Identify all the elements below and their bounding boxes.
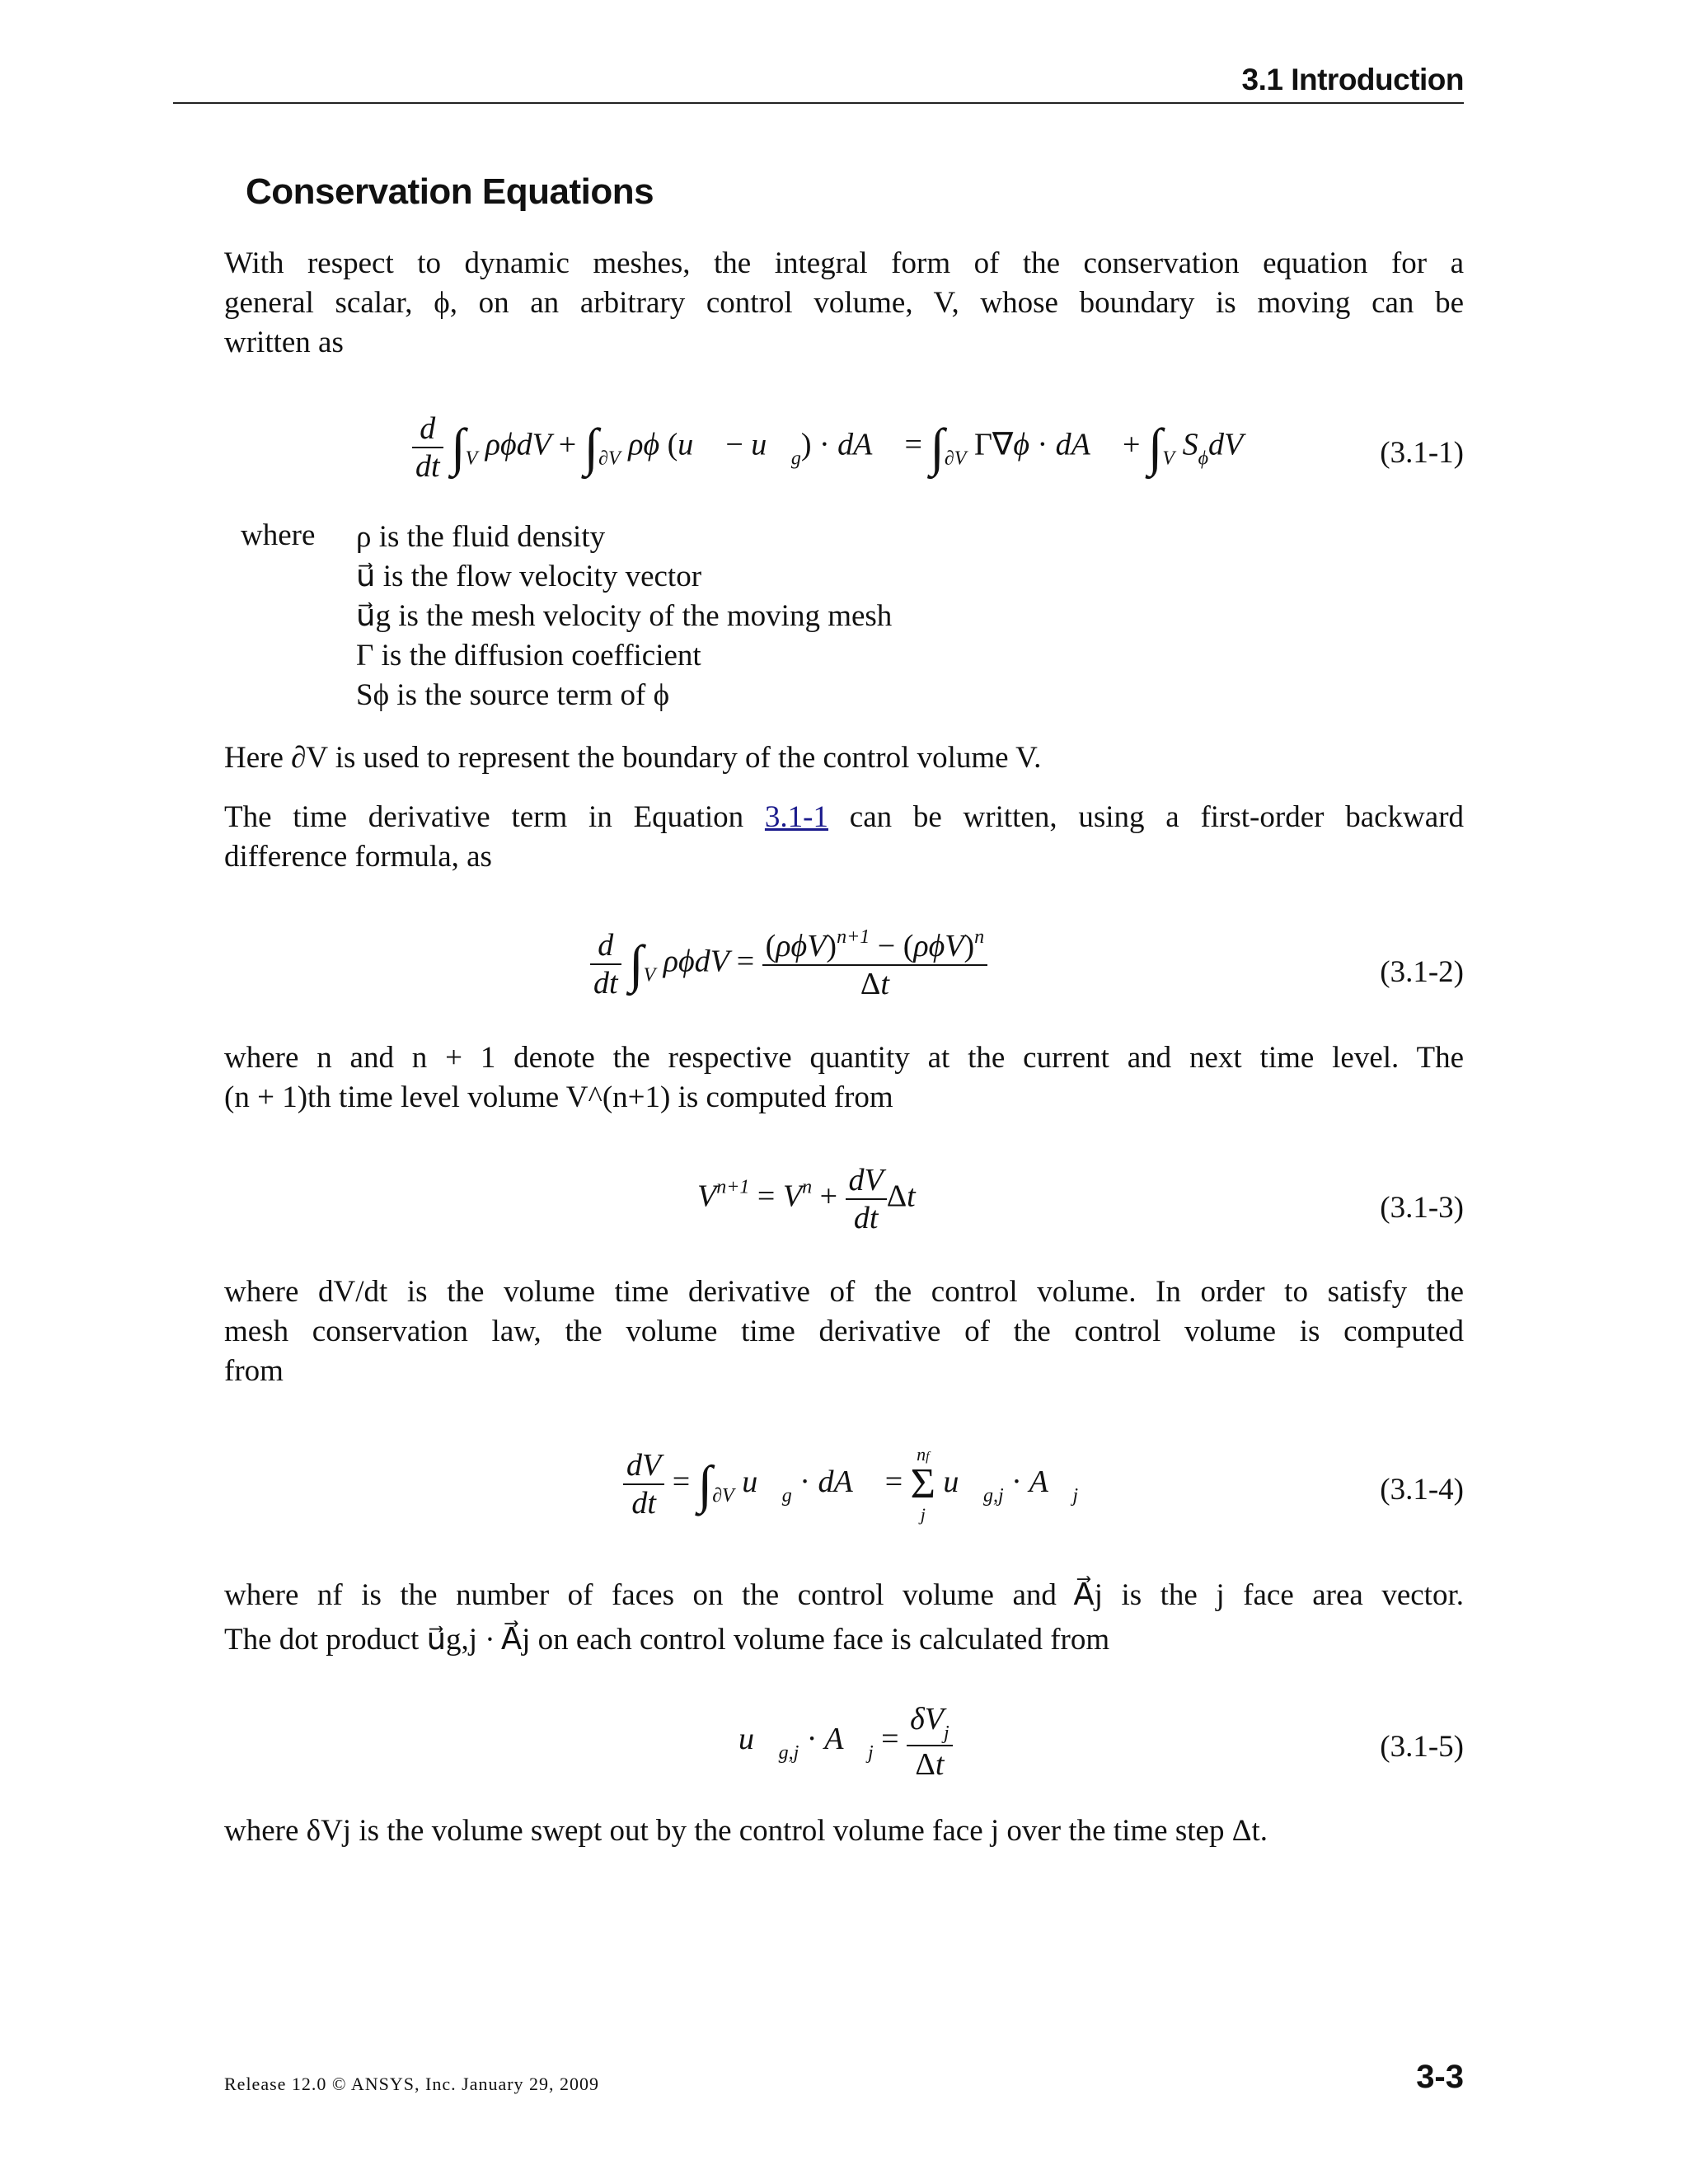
equation-3-1-4: [224, 1439, 1464, 1546]
equation-3-1-1-link[interactable]: 3.1-1: [764, 800, 828, 834]
where-label: where: [241, 518, 316, 552]
intro-line-2: general scalar, ϕ, on an arbitrary control volume, V, whose boundary is moving can be: [224, 286, 1464, 320]
footer-release-info: Release 12.0 © ANSYS, Inc. January 29, 2009: [224, 2074, 600, 2094]
after-eq3-line-3: from: [224, 1354, 284, 1388]
equation-number-3-1-2: (3.1-2): [1380, 955, 1464, 989]
definition-ug: u⃗g is the mesh velocity of the moving mesh: [356, 599, 893, 633]
after-eq4-line-2: The dot product u⃗g,j · A⃗j on each control volume face is calculated from: [224, 1623, 1110, 1657]
equation-3-1-4-body: $\frac{dV}{dt}$ = $\int_{\partial V}$ $u⃗_g$ · dA⃗ = nf Σ j $u⃗_{g,j}$ · $A⃗_j$: [623, 1444, 1078, 1526]
equation-number-3-1-3: (3.1-3): [1380, 1191, 1464, 1225]
section-heading: Conservation Equations: [246, 171, 654, 212]
intro-line-3: written as: [224, 326, 344, 359]
boundary-paragraph: [224, 738, 1464, 778]
equation-3-1-1: [224, 410, 1464, 493]
time-derivative-line-2: difference formula, as: [224, 840, 492, 874]
equation-3-1-2-body: $\frac{d}{dt}$ $\int_V$ ρϕdV = $\frac{(\rho\phi V)^{n+1} - (\rho\phi V)^n}{\Delta t}$: [590, 926, 987, 1002]
definition-rho: ρ is the fluid density: [356, 520, 606, 554]
equation-3-1-1-body: $\frac{d}{dt}$ $\int_V$ $\rho\phi dV + \int_{\partial V}$ ρϕ (u⃗ − $u⃗_g$) · dA⃗ = $\int_{\partial V}$ Γ∇ϕ · dA⃗ + $\int_V$ $S_\phi dV$: [412, 410, 1243, 485]
after-eq2-paragraph: [224, 1038, 1464, 1118]
after-eq3-paragraph: [224, 1272, 1464, 1391]
definition-s-phi: Sϕ is the source term of ϕ: [356, 678, 670, 712]
after-eq4-line-1: where nf is the number of faces on the control volume and A⃗j is the j face area vector.: [224, 1578, 1464, 1612]
equation-3-1-5-body: $u⃗_{g,j}$ · $A⃗_j$ = $\frac{\delta V_j}{\Delta t}$: [738, 1701, 953, 1783]
intro-line-1: With respect to dynamic meshes, the integral form of the conservation equation for a: [224, 246, 1464, 280]
after-eq3-line-1: where dV/dt is the volume time derivative of the control volume. In order to satisfy the: [224, 1275, 1464, 1309]
time-derivative-paragraph: [224, 798, 1464, 877]
definition-gamma: Γ is the diffusion coefficient: [356, 639, 701, 673]
equation-3-1-3-body: $V^{n+1} = V^n$ + $\frac{dV}{dt}$ Δt: [697, 1163, 916, 1235]
boundary-line: Here ∂V is used to represent the boundary of the control volume V.: [224, 741, 1042, 775]
equation-3-1-2: [224, 926, 1464, 1017]
after-eq4-paragraph: [224, 1576, 1464, 1660]
after-eq2-line-2: (n + 1)th time level volume V^(n+1) is computed from: [224, 1080, 893, 1114]
after-eq5-paragraph: [224, 1811, 1464, 1851]
intro-paragraph: [224, 244, 1464, 363]
after-eq2-line-1: where n and n + 1 denote the respective quantity at the current and next time level. The: [224, 1041, 1464, 1075]
equation-number-3-1-4: (3.1-4): [1380, 1473, 1464, 1507]
footer-page-number: 3-3: [1416, 2059, 1464, 2095]
equation-3-1-3: [224, 1162, 1464, 1253]
equation-3-1-5: [224, 1701, 1464, 1792]
after-eq3-line-2: mesh conservation law, the volume time derivative of the control volume is computed: [224, 1315, 1464, 1348]
time-derivative-line-1: The time derivative term in Equation 3.1-1 can be written, using a first-order backward: [224, 800, 1465, 834]
header-section-title: 3.1 Introduction: [1241, 63, 1464, 96]
definition-u: u⃗ is the flow velocity vector: [356, 560, 702, 593]
equation-number-3-1-5: (3.1-5): [1380, 1730, 1464, 1764]
after-eq5-line: where δVj is the volume swept out by the control volume face j over the time step Δt.: [224, 1814, 1268, 1848]
equation-number-3-1-1: (3.1-1): [1380, 436, 1464, 470]
running-header: [173, 56, 1464, 104]
